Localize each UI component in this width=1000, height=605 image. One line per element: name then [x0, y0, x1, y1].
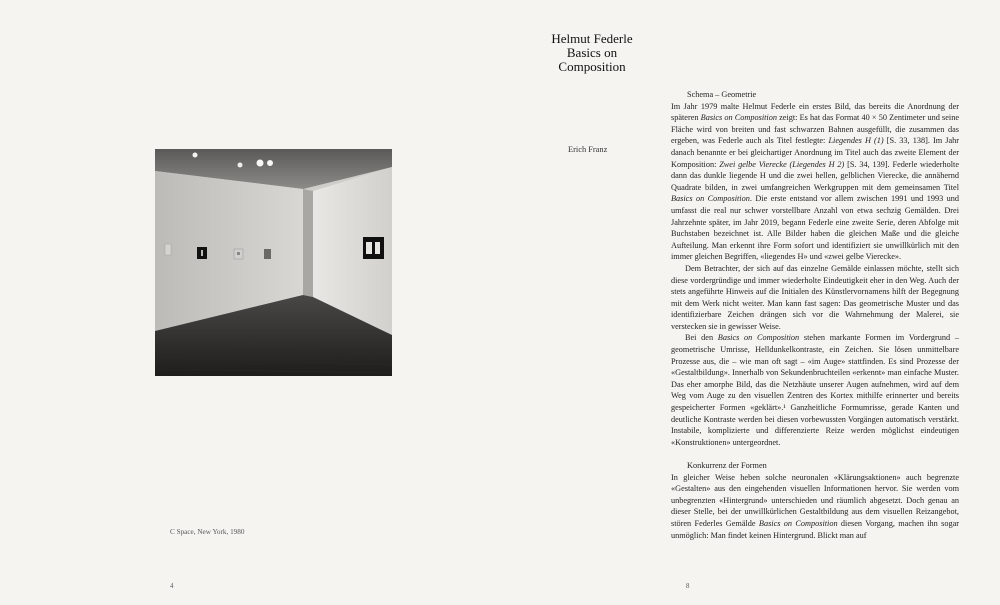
page-number-right: 8 — [686, 583, 690, 590]
page-number-left: 4 — [170, 583, 174, 590]
paragraph-2: Dem Betrachter, der sich auf das einzelne Gemälde einlassen möchte, stellt sich diese vordergründige und immer wiederholte Eindeutigkeit eher in den Weg. Auch der stets angeführte Hinweis auf die Initialen des Künstlervornamens hilft der Begegnung mit dem Werk nicht weiter. Man kann fast sagen: Das geometrische Muster und das identifizierbare Zeichen drängen sich vor die Wahrnehmung der Malerei, sie verstecken sie in gewisser Weise. — [671, 263, 959, 331]
title-line-1: Helmut Federle — [551, 31, 633, 46]
section-heading-schema: Schema – Geometrie — [687, 90, 757, 99]
gallery-installation-photo — [155, 149, 392, 376]
section-spacer — [671, 448, 959, 460]
essay-body — [671, 89, 959, 541]
title-line-2: Basics on — [566, 44, 618, 60]
section-heading-konkurrenz: Konkurrenz der Formen — [687, 461, 767, 470]
paragraph-3: Bei den Basics on Composition stehen markante Formen im Vordergrund – geometrische Umrisse, Helldunkelkontraste, ein Zeichen. Sie lösen unmittelbare Prozesse aus, die – wie man oft sagt – «im Auge» stattfinden. Es sind Prozesse der «Gestaltbildung». Innerhalb von Sekundenbruchteilen «erkennt» man einfache Muster. Das eher amorphe Bild, das die Netzhäute unserer Augen aufnehmen, wird auf dem Weg vom Auge zu den visuellen Zentren des Kortex mithilfe erinnerter und bereits gespeicherter Formen «geklärt».¹ Ganzheitliche Formumrisse, gerade Kanten und deutliche Kontraste werden bei diesen vorbewussten Vorgängen automatisch verstärkt. Instabile, komplizierte und differenzierte Reize werden möglichst eindeutigen «Konstruktionen» untergeordnet. — [671, 333, 959, 447]
title-line-3: Composition — [558, 58, 626, 74]
right-page — [500, 0, 1000, 605]
gallery-photo-drawing — [155, 149, 392, 376]
photo-caption: C Space, New York, 1980 — [170, 528, 245, 536]
paragraph-1: Im Jahr 1979 malte Helmut Federle ein erstes Bild, das bereits die Anordnung der späteren Basics on Composition zeigt: Es hat das Format 40 × 50 Zentimeter und seine Fläche wird von breiten und fast schwarzen Bahnen ausgefüllt, die zusammen das ergeben, was Federle auch als Titel festlegte: Liegendes H (1) [S. 33, 138]. Im Jahr danach benannte er bei gleichartiger Anordnung im Titel auch das zweite Element der Komposition: Zwei gelbe Vierecke (Liegendes H 2) [S. 34, 139]. Federle wiederholte dann das dunkle liegende H und die zwei hellen, gelblichen Vierecke, die annähernd Quadrate bilden, in zwei umfangreichen Werkgruppen mit dem gemeinsamen Titel Basics on Composition. Die erste entstand vor allem zwischen 1991 und 1993 und umfasst die real nur schwer vorstellbare Anzahl von etwa sechzig Gemälden. Drei Jahrzehnte später, im Jahr 2019, begann Federle eine zweite Serie, deren Abfolge mit Buchstaben bezeichnet ist. Alle Bilder haben die gleichen Maße und die gleiche Aufteilung. Man erkennt ihre Form sofort und identifiziert sie unwillkürlich mit den immer gleichen Begriffen, «liegendes H» und «zwei gelbe Vierecke». — [671, 101, 960, 262]
paragraph-4: In gleicher Weise heben solche neuronalen «Klärungsaktionen» auch begrenzte «Gestalten» aus den eingehenden visuellen Informationen hervor. Sie werden vom unbegrenzten «Hintergrund» unterschieden und räumlich abgesetzt. Doch genau an dieser Stelle, bei der unwillkürlichen Gestaltbildung aus dem visuellen Reizangebot, stören Federles Gemälde Basics on Composition diesen Vorgang, machen ihn sogar unmöglich: Man findet keinen Hintergrund. Blickt man auf — [671, 472, 959, 540]
book-title — [540, 32, 644, 73]
author-name: Erich Franz — [568, 145, 608, 154]
